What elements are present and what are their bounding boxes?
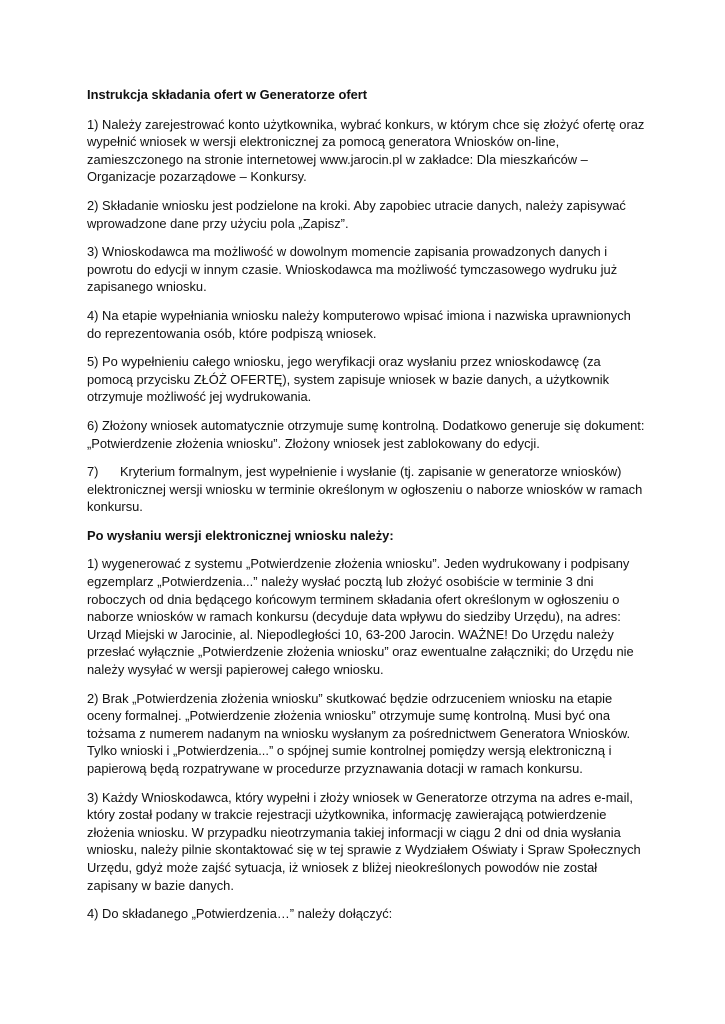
step-3: 3) Wnioskodawca ma możliwość w dowolnym momencie zapisania prowadzonych danych i powrotu do edycji w innym czasie. Wnioskodawca ma możliwość tymczasowego wydruku już zapisanego wniosku. bbox=[87, 244, 618, 295]
step-4: 4) Na etapie wypełniania wniosku należy komputerowo wpisać imiona i nazwiska uprawnionych do reprezentowania osób, które podpiszą wniosek. bbox=[87, 307, 631, 341]
after-step-4: 4) Do składanego „Potwierdzenia…” należy dołączyć: bbox=[87, 906, 393, 922]
after-step-1: 1) wygenerować z systemu „Potwierdzenie złożenia wniosku”. Jeden wydrukowany i podpisany egzemplarz „Potwierdzenia...” należy wysłać pocztą lub złożyć osobiście w terminie 3 dni roboczych od dnia będącego końcowym terminem składania ofert określonym w ogłoszeniu o naborze wniosków w ramach konkursu (decyduje data wpływu do siedziby Urzędu), na adres: Urząd Miejski w Jarocinie, al. Niepodległości 10, 63-200 Jarocin. WAŻNE! Do Urzędu należy przesłać wyłącznie „Potwierdzenie złożenia wniosku” oraz ewentualne załączniki; do Urzędu nie należy wysyłać w wersji papierowej całego wniosku. bbox=[87, 556, 634, 678]
step-2: 2) Składanie wniosku jest podzielone na kroki. Aby zapobiec utracie danych, należy zapisywać wprowadzone dane przy użyciu pola „Zapisz”. bbox=[87, 197, 626, 231]
after-step-3: 3) Każdy Wnioskodawca, który wypełni i złoży wniosek w Generatorze otrzyma na adres e-mail, który został podany w trakcie rejestracji użytkownika, informację zawierającą potwierdzenie złożenia wniosku. W przypadku nieotrzymania takiej informacji w ciągu 2 dni od dnia wysłania wniosku, należy pilnie skontaktować się w tej sprawie z Wydziałem Oświaty i Spraw Społecznych Urzędu, gdyż może zajść sytuacja, iż wniosek z bliżej nieokreślonych powodów nie został zapisany w bazie danych. bbox=[87, 789, 641, 893]
document-page bbox=[87, 86, 647, 934]
after-step-2: 2) Brak „Potwierdzenia złożenia wniosku” skutkować będzie odrzuceniem wniosku na etapie oceny formalnej. „Potwierdzenie złożenia wniosku” otrzymuje sumę kontrolną. Musi być ona tożsama z numerem nadanym na wniosku wysłanym za pośrednictwem Generatora Wniosków. Tylko wnioski i „Potwierdzenia...” o spójnej sumie kontrolnej pomiędzy wersją elektroniczną i papierową będą rozpatrywane w procedurze przyznawania dotacji w ramach konkursu. bbox=[87, 690, 631, 776]
document-title: Instrukcja składania ofert w Generatorze ofert bbox=[87, 87, 368, 102]
step-7: 7) Kryterium formalnym, jest wypełnienie i wysłanie (tj. zapisanie w generatorze wniosków) elektronicznej wersji wniosku w terminie określonym w ogłoszeniu o naborze wniosków w ramach konkursu. bbox=[87, 464, 646, 515]
step-1: 1) Należy zarejestrować konto użytkownika, wybrać konkurs, w którym chce się złożyć ofertę oraz wypełnić wniosek w wersji elektronicznej za pomocą generatora Wniosków on-line, zamieszczonego na stronie internetowej www.jarocin.pl w zakładce: Dla mieszkańców – Organizacje pozarządowe – Konkursy. bbox=[87, 116, 645, 185]
step-6: 6) Złożony wniosek automatycznie otrzymuje sumę kontrolną. Dodatkowo generuje się dokument: „Potwierdzenie złożenia wniosku”. Złożony wniosek jest zablokowany do edycji. bbox=[87, 417, 645, 451]
step-5: 5) Po wypełnieniu całego wniosku, jego weryfikacji oraz wysłaniu przez wnioskodawcę (za pomocą przycisku ZŁÓŻ OFERTĘ), system zapisuje wniosek w bazie danych, a użytkownik otrzymuje możliwość jej wydrukowania. bbox=[87, 354, 610, 405]
section-subheading: Po wysłaniu wersji elektronicznej wniosku należy: bbox=[87, 527, 394, 543]
